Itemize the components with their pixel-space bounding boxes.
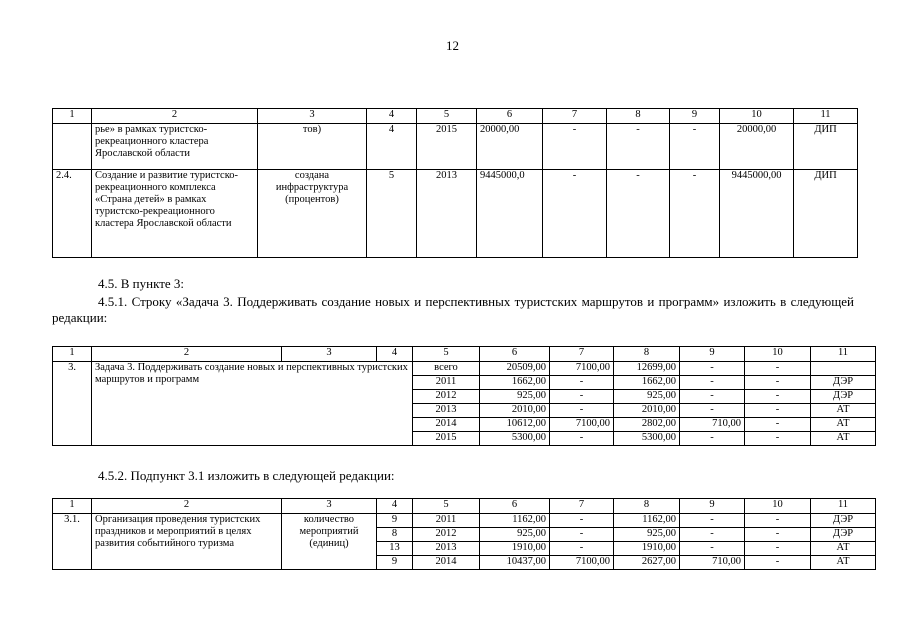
total-funding: 2010,00 — [480, 404, 550, 418]
other-funding: - — [745, 432, 811, 446]
subitem-number: 3.1. — [53, 514, 92, 570]
regional-funding: 1162,00 — [614, 514, 680, 528]
year: 2014 — [413, 556, 480, 570]
header-cell: 1 — [53, 109, 92, 124]
year: 2013 — [413, 404, 480, 418]
executor: АТ — [811, 432, 876, 446]
regional-funding: 1662,00 — [614, 376, 680, 390]
local-funding: - — [670, 124, 720, 170]
other-funding: - — [745, 362, 811, 376]
row-number — [53, 124, 92, 170]
federal-funding: - — [543, 124, 607, 170]
table-subitem-3-1 — [52, 498, 876, 570]
year: всего — [413, 362, 480, 376]
header-cell: 3 — [282, 499, 377, 514]
indicator-unit: количество мероприятий (единиц) — [282, 514, 377, 570]
header-cell: 4 — [377, 499, 413, 514]
regional-funding: 925,00 — [614, 528, 680, 542]
header-cell: 10 — [720, 109, 794, 124]
local-funding: - — [680, 542, 745, 556]
executor: АТ — [811, 404, 876, 418]
federal-funding: 7100,00 — [550, 362, 614, 376]
executor: ДИП — [794, 124, 858, 170]
activity-name: Организация проведения туристских праздников и мероприятий в целях развития событийного туризма — [92, 514, 282, 570]
header-cell: 4 — [367, 109, 417, 124]
year: 2011 — [413, 376, 480, 390]
header-cell: 5 — [413, 347, 480, 362]
header-cell: 3 — [282, 347, 377, 362]
indicator-value: 9 — [377, 556, 413, 570]
indicator-unit: создана инфраструктура (процентов) — [258, 170, 367, 258]
local-funding: - — [680, 390, 745, 404]
header-cell: 9 — [670, 109, 720, 124]
header-cell: 11 — [811, 347, 876, 362]
regional-funding: 5300,00 — [614, 432, 680, 446]
federal-funding: - — [550, 376, 614, 390]
table-header-row — [53, 109, 858, 124]
total-funding: 5300,00 — [480, 432, 550, 446]
paragraph-4-5-1: 4.5.1. Строку «Задача 3. Поддерживать создание новых и перспективных туристских маршрутов и программ» изложить в следующей редакции: — [52, 294, 854, 325]
year: 2011 — [413, 514, 480, 528]
header-cell: 8 — [614, 347, 680, 362]
total-funding: 925,00 — [480, 528, 550, 542]
local-funding: - — [680, 514, 745, 528]
local-funding: - — [680, 432, 745, 446]
task-number: 3. — [53, 362, 92, 446]
total-funding: 10612,00 — [480, 418, 550, 432]
total-funding: 1910,00 — [480, 542, 550, 556]
other-funding: - — [745, 418, 811, 432]
table-row — [53, 362, 876, 376]
other-funding: 9445000,00 — [720, 170, 794, 258]
year: 2013 — [413, 542, 480, 556]
header-cell: 6 — [477, 109, 543, 124]
other-funding: 20000,00 — [720, 124, 794, 170]
regional-funding: 2010,00 — [614, 404, 680, 418]
federal-funding: - — [550, 432, 614, 446]
executor: ДЭР — [811, 514, 876, 528]
regional-funding: 925,00 — [614, 390, 680, 404]
total-funding: 20509,00 — [480, 362, 550, 376]
table-program-items — [52, 108, 858, 258]
indicator-value: 8 — [377, 528, 413, 542]
local-funding: - — [680, 362, 745, 376]
header-cell: 5 — [413, 499, 480, 514]
federal-funding: - — [543, 170, 607, 258]
header-cell: 8 — [607, 109, 670, 124]
other-funding: - — [745, 542, 811, 556]
header-cell: 6 — [480, 499, 550, 514]
total-funding: 1662,00 — [480, 376, 550, 390]
federal-funding: - — [550, 528, 614, 542]
other-funding: - — [745, 528, 811, 542]
regional-funding: - — [607, 170, 670, 258]
header-cell: 11 — [811, 499, 876, 514]
table-row — [53, 170, 858, 258]
local-funding: - — [680, 376, 745, 390]
executor: АТ — [811, 418, 876, 432]
total-funding: 925,00 — [480, 390, 550, 404]
regional-funding: - — [607, 124, 670, 170]
other-funding: - — [745, 390, 811, 404]
header-cell: 5 — [417, 109, 477, 124]
total-funding: 20000,00 — [477, 124, 543, 170]
header-cell: 10 — [745, 499, 811, 514]
header-cell: 3 — [258, 109, 367, 124]
indicator-value: 4 — [367, 124, 417, 170]
executor: ДЭР — [811, 528, 876, 542]
federal-funding: 7100,00 — [550, 418, 614, 432]
header-cell: 1 — [53, 499, 92, 514]
total-funding: 10437,00 — [480, 556, 550, 570]
header-cell: 8 — [614, 499, 680, 514]
header-cell: 10 — [745, 347, 811, 362]
year: 2014 — [413, 418, 480, 432]
header-cell: 2 — [92, 109, 258, 124]
header-cell: 6 — [480, 347, 550, 362]
executor: ДИП — [794, 170, 858, 258]
federal-funding: - — [550, 542, 614, 556]
regional-funding: 2627,00 — [614, 556, 680, 570]
table-header-row — [53, 499, 876, 514]
header-cell: 11 — [794, 109, 858, 124]
total-funding: 1162,00 — [480, 514, 550, 528]
regional-funding: 2802,00 — [614, 418, 680, 432]
indicator-value: 13 — [377, 542, 413, 556]
table-task-3 — [52, 346, 876, 446]
local-funding: 710,00 — [680, 418, 745, 432]
table-row — [53, 124, 858, 170]
page-number: 12 — [446, 38, 459, 53]
header-cell: 2 — [92, 499, 282, 514]
header-cell: 7 — [543, 109, 607, 124]
other-funding: - — [745, 556, 811, 570]
activity-name: рье» в рамках туристско-рекреационного кластера Ярославской области — [92, 124, 258, 170]
task-title: Задача 3. Поддерживать создание новых и перспективных туристских маршрутов и программ — [92, 362, 413, 446]
other-funding: - — [745, 514, 811, 528]
activity-name: Создание и развитие туристско-рекреационного комплекса «Страна детей» в рамках туристско-рекреационного кластера Ярославской области — [92, 170, 258, 258]
header-cell: 1 — [53, 347, 92, 362]
federal-funding: - — [550, 404, 614, 418]
executor: АТ — [811, 542, 876, 556]
row-number: 2.4. — [53, 170, 92, 258]
local-funding: 710,00 — [680, 556, 745, 570]
executor: АТ — [811, 556, 876, 570]
header-cell: 7 — [550, 347, 614, 362]
federal-funding: 7100,00 — [550, 556, 614, 570]
year: 2012 — [413, 390, 480, 404]
header-cell: 7 — [550, 499, 614, 514]
header-cell: 2 — [92, 347, 282, 362]
regional-funding: 1910,00 — [614, 542, 680, 556]
total-funding: 9445000,0 — [477, 170, 543, 258]
local-funding: - — [680, 528, 745, 542]
federal-funding: - — [550, 390, 614, 404]
paragraph-4-5: 4.5. В пункте 3: — [98, 276, 185, 291]
indicator-unit: тов) — [258, 124, 367, 170]
paragraph-4-5-2: 4.5.2. Подпункт 3.1 изложить в следующей редакции: — [98, 468, 395, 483]
indicator-value: 5 — [367, 170, 417, 258]
year: 2013 — [417, 170, 477, 258]
regional-funding: 12699,00 — [614, 362, 680, 376]
table-header-row — [53, 347, 876, 362]
year: 2015 — [413, 432, 480, 446]
executor: ДЭР — [811, 390, 876, 404]
local-funding: - — [670, 170, 720, 258]
other-funding: - — [745, 376, 811, 390]
header-cell: 9 — [680, 499, 745, 514]
other-funding: - — [745, 404, 811, 418]
indicator-value: 9 — [377, 514, 413, 528]
year: 2015 — [417, 124, 477, 170]
table-row — [53, 514, 876, 528]
local-funding: - — [680, 404, 745, 418]
header-cell: 4 — [377, 347, 413, 362]
executor: ДЭР — [811, 376, 876, 390]
header-cell: 9 — [680, 347, 745, 362]
federal-funding: - — [550, 514, 614, 528]
executor — [811, 362, 876, 376]
year: 2012 — [413, 528, 480, 542]
